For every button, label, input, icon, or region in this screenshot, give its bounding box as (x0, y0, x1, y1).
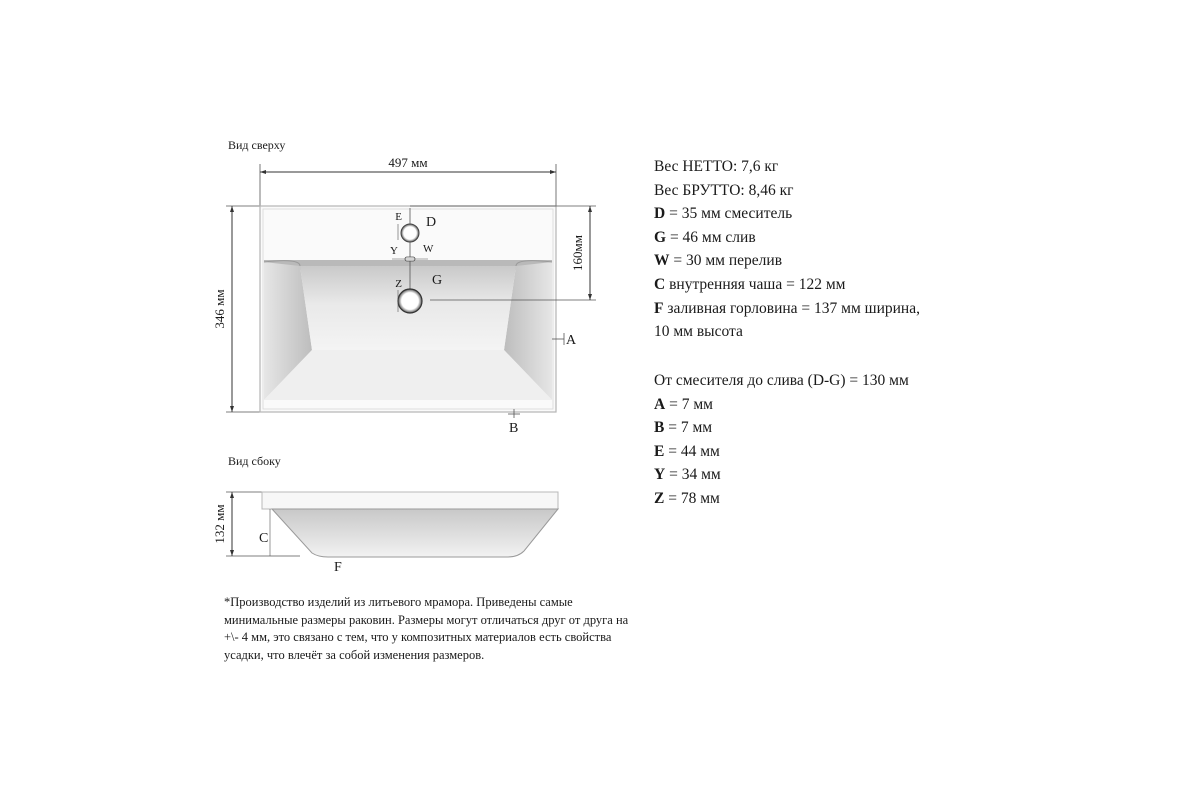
marker-a: A (566, 333, 577, 348)
marker-b: B (509, 421, 519, 436)
spec-line: W = 30 мм перелив (654, 252, 783, 270)
spec-line: Вес НЕТТО: 7,6 кг (654, 158, 779, 175)
marker-g: G (432, 273, 443, 288)
depth-label: 346 мм (212, 289, 227, 329)
footnote-line: *Производство изделий из литьевого мрамора. Приведены самые (224, 595, 573, 609)
faucet-hole (401, 224, 419, 242)
depth-dimension (212, 206, 262, 412)
footnote (224, 594, 694, 664)
spec-line: A = 7 мм (654, 395, 713, 413)
spec-line: G = 46 мм слив (654, 228, 756, 246)
spec-list-2 (654, 369, 909, 511)
spec-list (654, 155, 920, 344)
side-view-label: Вид сбоку (228, 454, 281, 468)
spec-line: B = 7 мм (654, 419, 713, 437)
marker-c: C (259, 531, 269, 546)
side-view (212, 492, 558, 575)
footnote-line: +\- 4 мм, это связано с тем, что у композитных материалов есть свойства (224, 630, 612, 645)
spec-line: Y = 34 мм (654, 466, 721, 484)
spec-line: D = 35 мм смеситель (654, 205, 793, 223)
marker-w: W (423, 243, 434, 255)
spec-line: 10 мм высота (654, 323, 743, 341)
marker-z: Z (395, 278, 402, 290)
spec-line: F заливная горловина = 137 мм ширина, (654, 299, 920, 317)
marker-f: F (334, 560, 342, 575)
footnote-line: усадки, что влечёт за собой изменения размеров. (224, 647, 485, 662)
width-dimension (260, 155, 556, 212)
marker-d: D (426, 215, 437, 230)
marker-y: Y (390, 245, 398, 257)
side-slab (262, 492, 558, 509)
spec-line: C внутренняя чаша = 122 мм (654, 275, 846, 293)
width-label: 497 мм (388, 155, 428, 170)
sink-bowl (264, 260, 552, 400)
top-view (212, 155, 596, 436)
spec-line: Z = 78 мм (654, 489, 720, 507)
marker-e: E (395, 211, 402, 223)
side-bowl (272, 509, 558, 557)
spec-line: Вес БРУТТО: 8,46 кг (654, 181, 794, 199)
height-label: 132 мм (212, 504, 227, 544)
drain-hole (398, 289, 422, 313)
top-view-label: Вид сверху (228, 138, 286, 152)
faucet-depth-label: 160мм (570, 235, 585, 271)
spec-line: От смесителя до слива (D-G) = 130 мм (654, 372, 909, 389)
footnote-line: минимальные размеры раковин. Размеры могут отличаться друг от друга на (224, 612, 629, 627)
sink-drawing (0, 0, 680, 600)
spec-line: E = 44 мм (654, 442, 720, 460)
